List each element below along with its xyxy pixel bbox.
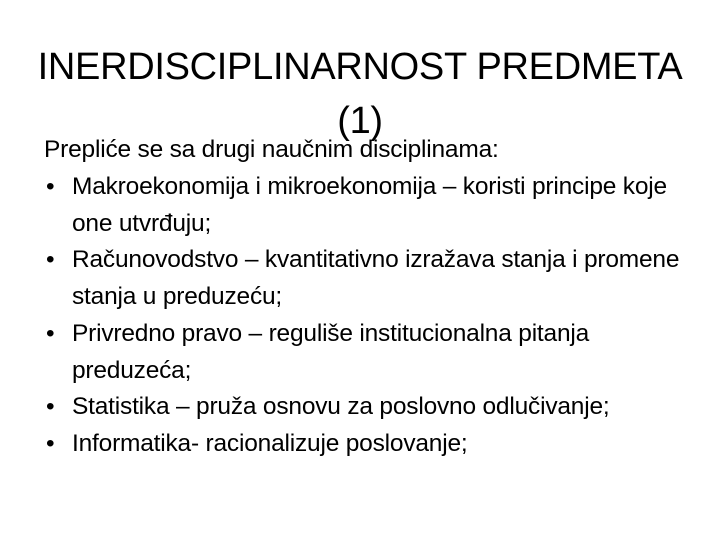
bullet-icon: • — [46, 430, 55, 457]
slide-body — [44, 132, 684, 463]
list-item — [44, 426, 684, 463]
list-item — [44, 169, 684, 243]
list-item-text: Privredno pravo – reguliše institucionalna pitanja preduzeća; — [72, 319, 590, 384]
list-item-text: Statistika – pruža osnovu za poslovno odlučivanje; — [72, 393, 610, 421]
bullet-icon: • — [46, 172, 55, 200]
list-item-text: Informatika- racionalizuje poslovanje; — [72, 430, 468, 457]
bullet-icon: • — [46, 393, 55, 421]
list-item-text: Računovodstvo – kvantitativno izražava stanja i promene stanja u preduzeću; — [72, 246, 680, 310]
list-item — [44, 389, 684, 426]
bullet-icon: • — [46, 246, 55, 274]
slide-title-line-1: INERDISCIPLINARNOST PREDMETA — [37, 46, 683, 89]
slide-title-line-2: (1) — [337, 100, 383, 143]
list-item — [44, 242, 684, 316]
list-item — [44, 316, 684, 390]
intro-text: Prepliće se sa drugi naučnim disciplinama: — [44, 136, 499, 163]
list-item-text: Makroekonomija i mikroekonomija – koristi principe koje one utvrđuju; — [72, 172, 667, 237]
bullet-list — [44, 169, 684, 463]
bullet-icon: • — [46, 319, 55, 347]
